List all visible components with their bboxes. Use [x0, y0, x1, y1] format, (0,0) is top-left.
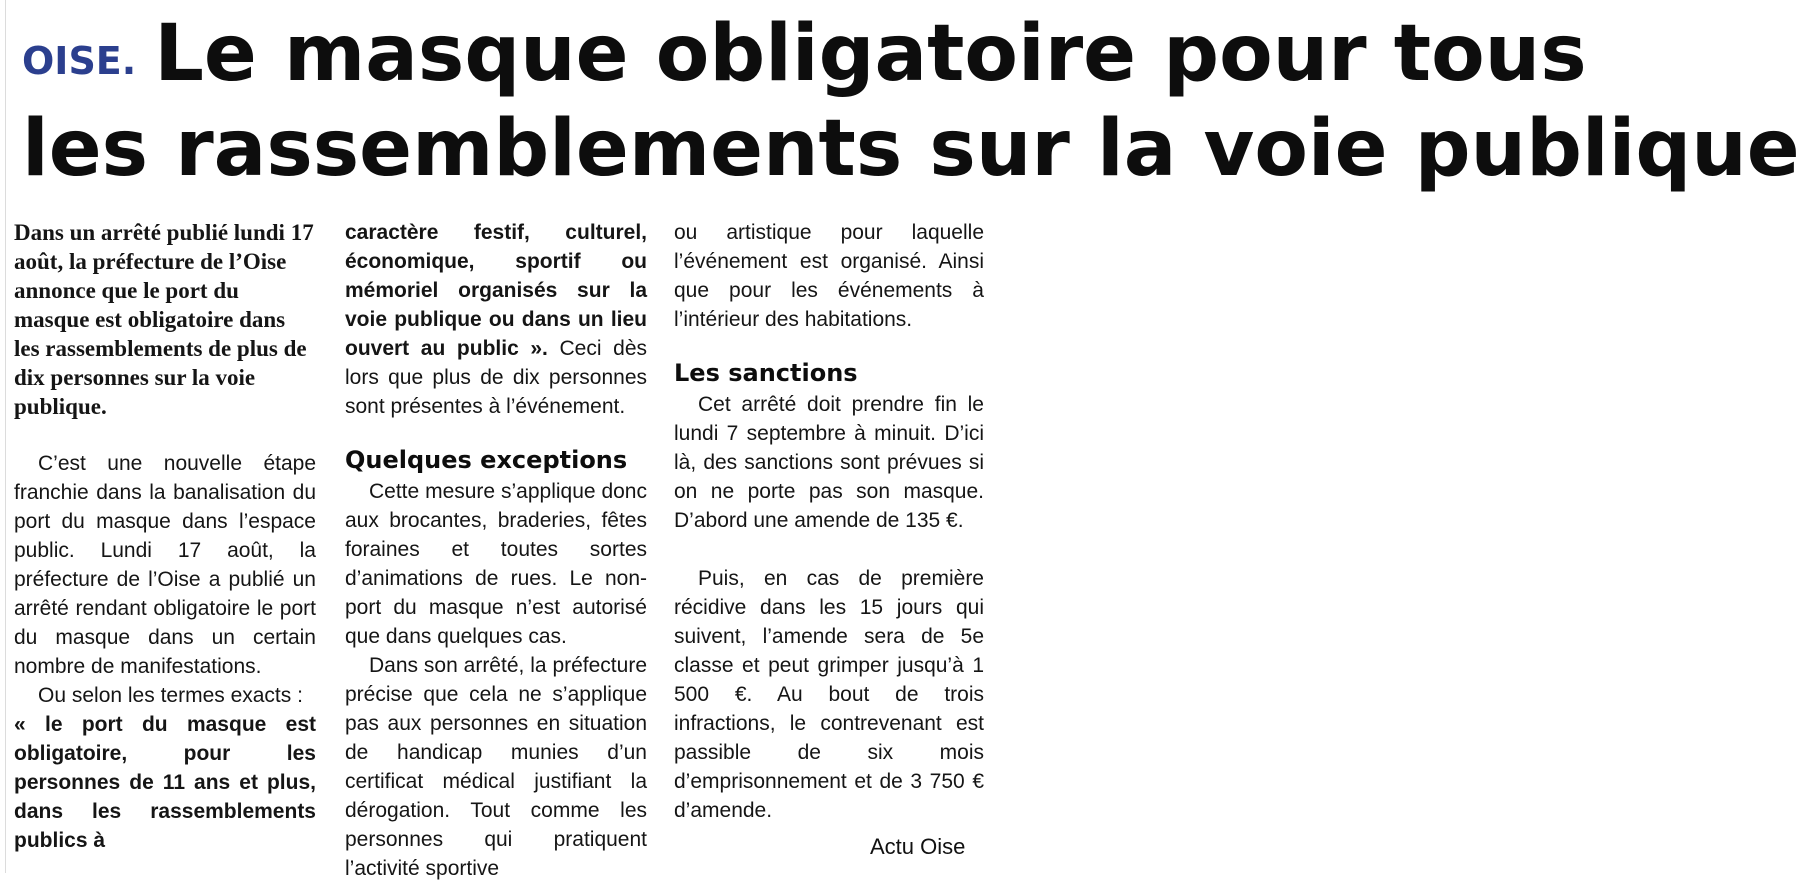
paragraph-2-intro: Ou selon les termes exacts : — [38, 684, 303, 707]
paragraph-4-continued: ou artistique pour laquelle l’événement est organisé. Ainsi que pour les événements à l’intérieur des habitations. — [674, 221, 984, 331]
quote-part-1: « le port du masque est obligatoire, pour les personnes de 11 ans et plus, dans les rassemblements publics à — [14, 713, 316, 852]
headline-line-2: les rassemblements sur la voie publique — [22, 104, 1800, 194]
paragraph-6: Puis, en cas de première récidive dans les 15 jours qui suivent, l’amende sera de 5e classe et peut grimper jusqu’à 1 500 €. Au bout de trois infractions, le contrevenant est passible de six mois d’emprisonnement et de 3 750 € d’amende. — [674, 567, 984, 822]
quote-and-paragraph-2 — [345, 218, 647, 421]
column-1 — [14, 218, 316, 855]
article-chapo: Dans un arrêté publié lundi 17 août, la préfecture de l’Oise annonce que le port du masque est obligatoire dans les rassemblements de plus de dix personnes sur la voie publique. — [14, 220, 314, 419]
paragraph-2-end: Ceci dès lors que plus de dix personnes sont présentes à l’événement. — [345, 337, 647, 418]
paragraph-4: Dans son arrêté, la préfecture précise que cela ne s’applique pas aux personnes en situation de handicap munies d’un certificat médical justifiant la dérogation. Tout comme les personnes qui pratiquent l’activité sportive — [345, 654, 647, 880]
article-headline — [22, 9, 1800, 194]
paragraph-5: Cet arrêté doit prendre fin le lundi 7 septembre à minuit. D’ici là, des sanctions sont prévues si on ne porte pas son masque. D’abord une amende de 135 €. — [674, 393, 984, 532]
column-2 — [345, 218, 647, 883]
paragraph-3: Cette mesure s’applique donc aux brocantes, braderies, fêtes foraines et toutes sortes d’animations de rues. Le non-port du masque n’est autorisé que dans quelques cas. — [345, 480, 647, 648]
subhead-exceptions: Quelques exceptions — [345, 446, 628, 474]
quote-part-2: caractère festif, culturel, économique, sportif ou mémoriel organisés sur la voie publique ou dans un lieu ouvert au public ». — [345, 221, 647, 360]
article-credit: Actu Oise — [870, 834, 966, 859]
headline-line-1 — [22, 10, 1792, 105]
column-3 — [674, 218, 984, 825]
page-edge-rule — [5, 0, 6, 873]
headline-text-1: Le masque obligatoire pour tous — [154, 9, 1587, 99]
subhead-sanctions: Les sanctions — [674, 359, 858, 387]
section-kicker: OISE. — [22, 39, 137, 83]
paragraph-1: C’est une nouvelle étape franchie dans la banalisation du port du masque dans l’espace public. Lundi 17 août, la préfecture de l’Oise a publié un arrêté rendant obligatoire le port du masque dans un certain nombre de manifestations. — [14, 452, 316, 678]
